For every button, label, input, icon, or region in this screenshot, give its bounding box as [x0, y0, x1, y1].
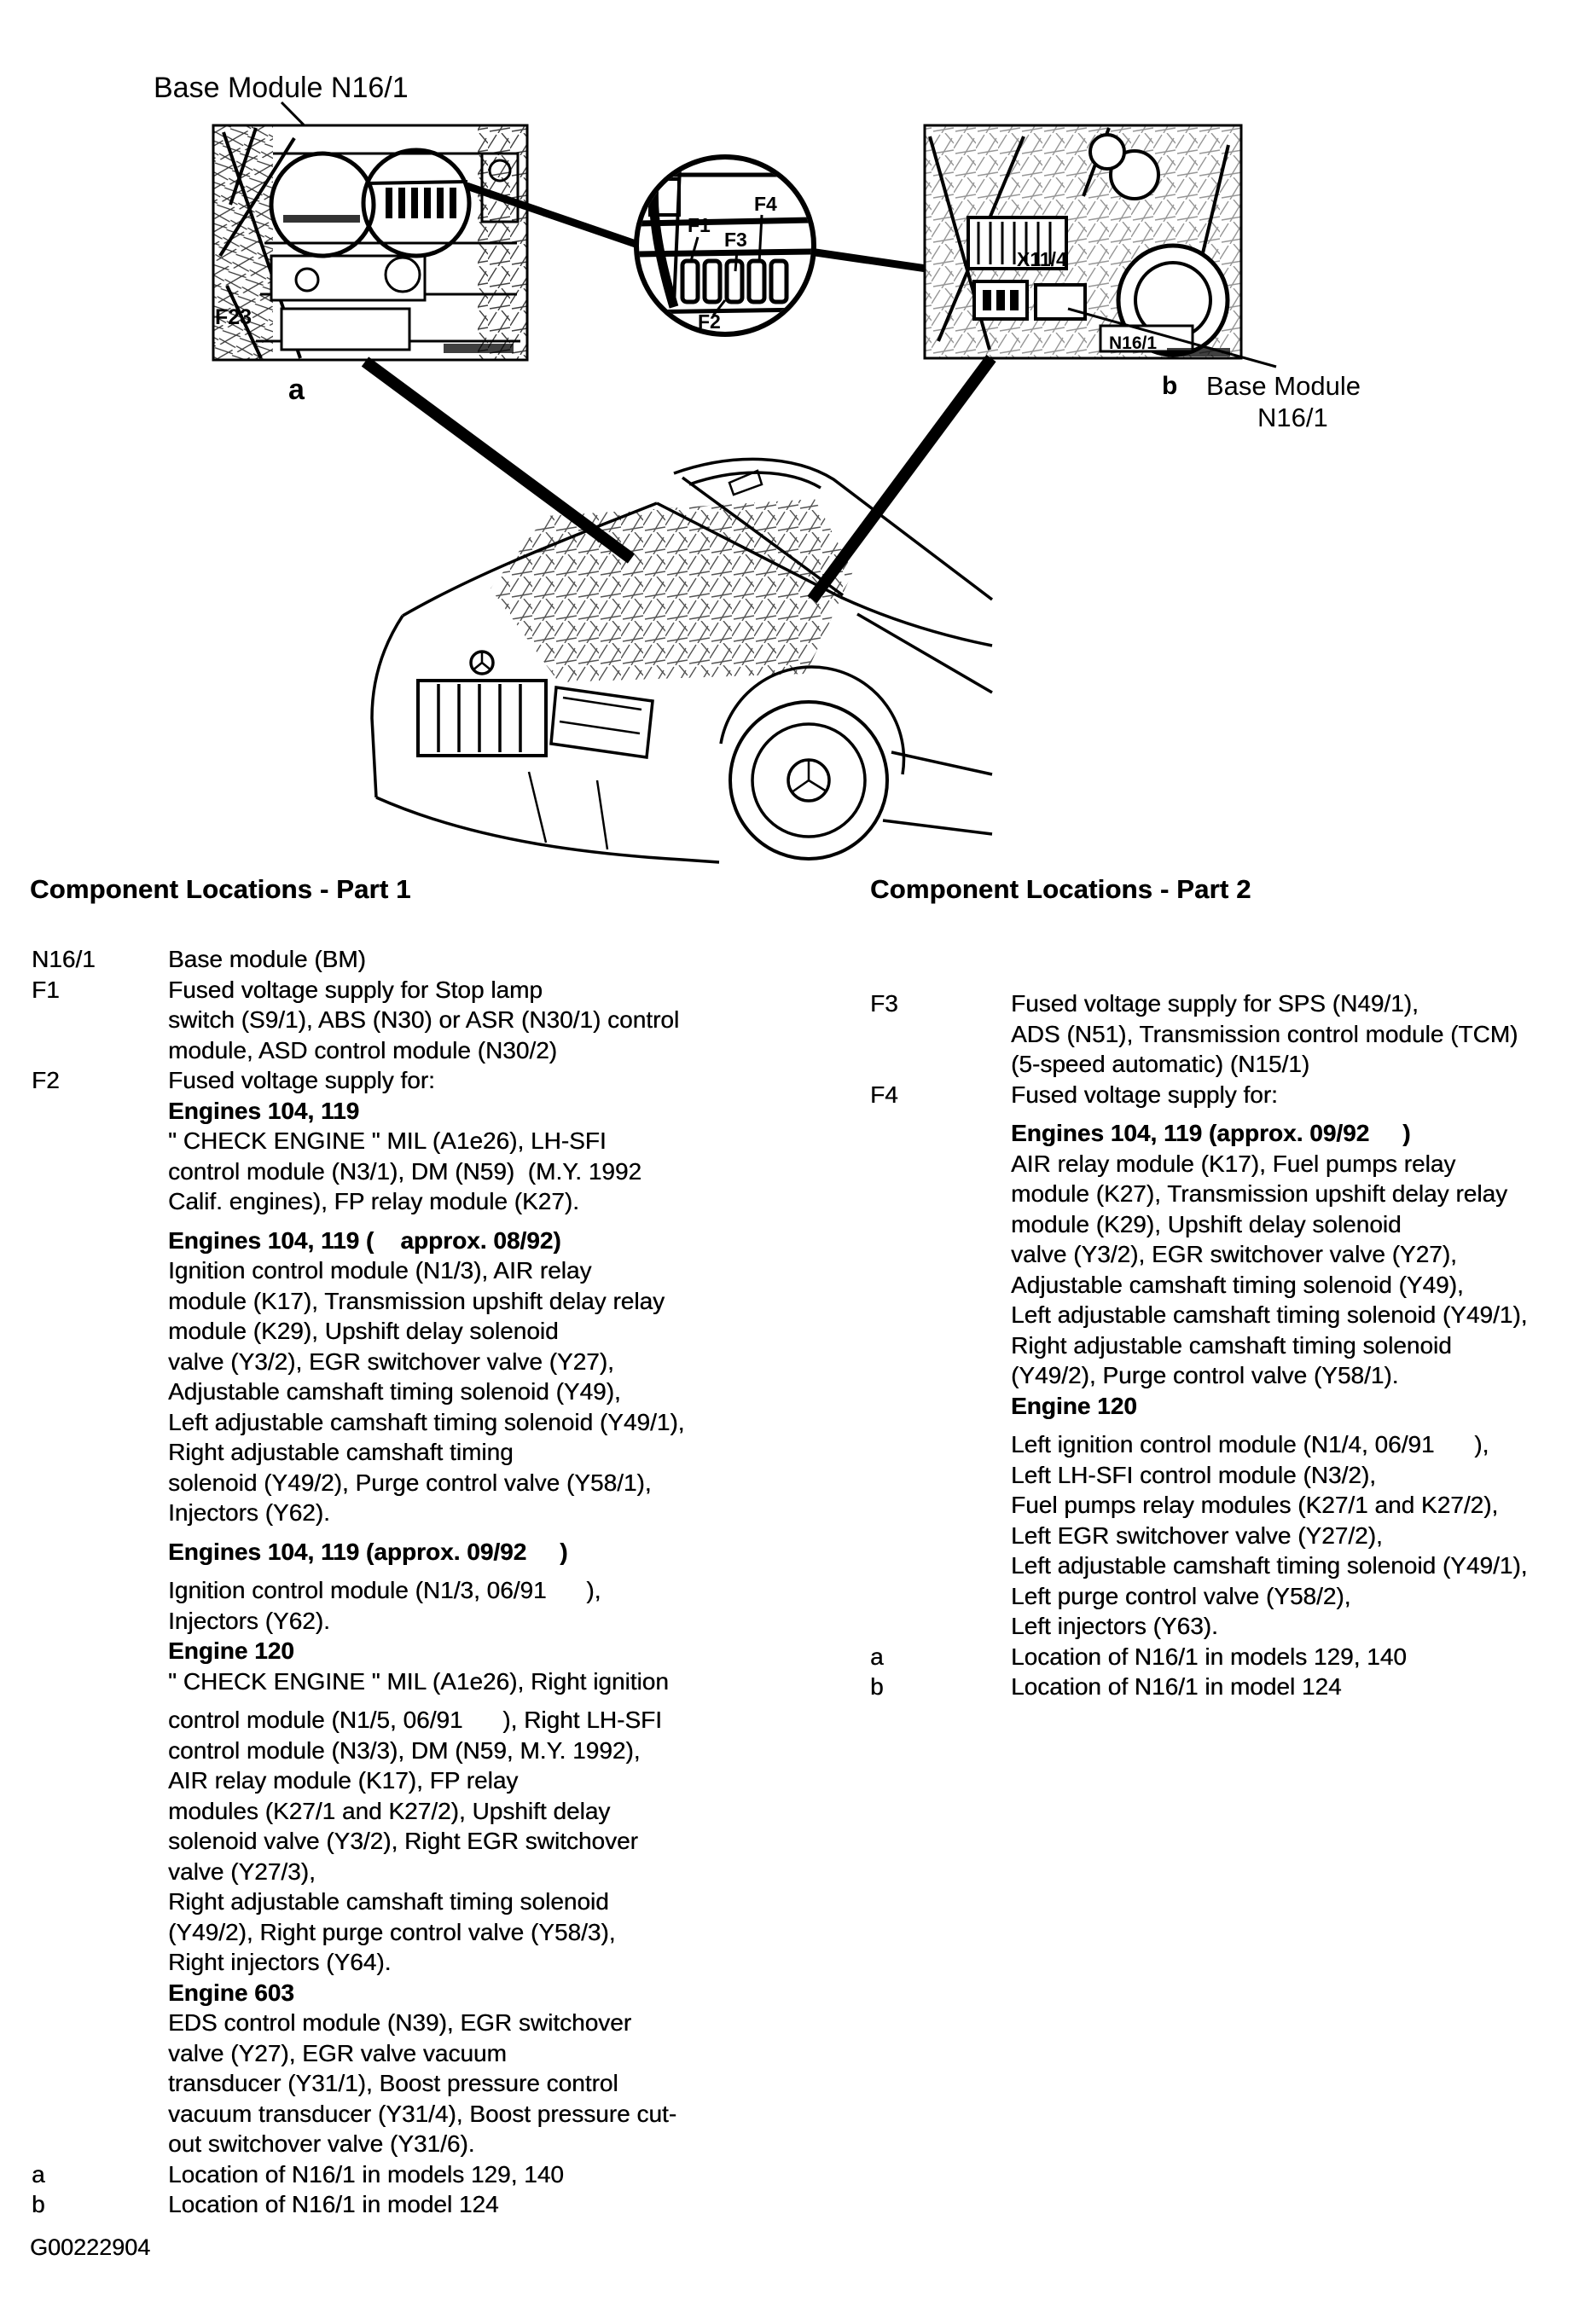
description-line: " CHECK ENGINE " MIL (A1e26), LH-SFI — [168, 1127, 607, 1154]
component-entry — [32, 975, 684, 1066]
description-line: Location of N16/1 in model 124 — [168, 2191, 499, 2217]
description-line: out switchover valve (Y31/6). — [168, 2130, 475, 2157]
component-description — [168, 2159, 564, 2190]
description-line: control module (N3/1), DM (N59) (M.Y. 1992 — [168, 1157, 642, 1185]
description-line: Right injectors (Y64). — [168, 1949, 392, 1975]
component-description — [1011, 1080, 1527, 1642]
description-line: ADS (N51), Transmission control module (TCM) — [1011, 1020, 1518, 1047]
component-entry — [32, 2159, 684, 2190]
description-line: Fused voltage supply for: — [168, 1067, 435, 1093]
engine-group-subheading: Engines 104, 119 — [168, 1097, 360, 1124]
component-entry — [870, 988, 1527, 1080]
description-line: Ignition control module (N1/3, 06/91 ), — [168, 1577, 601, 1603]
engine-group-subheading: Engine 120 — [1011, 1392, 1137, 1419]
description-line: Left adjustable camshaft timing solenoid (Y49/1), — [168, 1408, 685, 1435]
component-entry — [32, 2189, 684, 2220]
description-line: switch (S9/1), ABS (N30) or ASR (N30/1) control — [168, 1006, 680, 1033]
view-b-marker: b — [1162, 372, 1178, 400]
description-line: AIR relay module (K17), Fuel pumps relay — [1011, 1150, 1456, 1177]
fuse-zoom-circle — [467, 157, 979, 334]
part2-component-list — [870, 988, 1527, 1702]
description-line: Left purge control valve (Y58/2), — [1011, 1582, 1351, 1609]
component-id-label: F4 — [870, 1081, 898, 1108]
description-line: Right adjustable camshaft timing — [168, 1439, 514, 1465]
description-line: Ignition control module (N1/3), AIR relay — [168, 1257, 592, 1284]
component-id-label: a — [32, 2160, 45, 2188]
description-line: solenoid (Y49/2), Purge control valve (Y58/1), — [168, 1469, 652, 1496]
description-line: Location of N16/1 in models 129, 140 — [168, 2160, 564, 2188]
component-id-label: b — [32, 2191, 45, 2217]
description-line: Injectors (Y62). — [168, 1499, 330, 1526]
component-entry — [870, 1642, 1527, 1672]
description-line: (Y49/2), Right purge control valve (Y58/3), — [168, 1918, 616, 1945]
description-line: Location of N16/1 in models 129, 140 — [1011, 1643, 1407, 1670]
base-module-callout-label-b-line2: N16/1 — [1257, 403, 1328, 432]
description-line: module, ASD control module (N30/2) — [168, 1036, 557, 1063]
component-entry — [870, 1672, 1527, 1702]
description-line: (5-speed automatic) (N15/1) — [1011, 1051, 1310, 1077]
engine-bay-photo-a — [213, 125, 527, 360]
figure-code: G00222904 — [30, 2234, 151, 2260]
engine-group-subheading: Engines 104, 119 (approx. 09/92 ) — [1011, 1120, 1411, 1146]
description-line: Left adjustable camshaft timing solenoid (Y49/1), — [1011, 1301, 1528, 1328]
fuse-f2-label: F2 — [698, 310, 721, 333]
description-line: Fused voltage supply for SPS (N49/1), — [1011, 990, 1419, 1017]
component-entry — [870, 1080, 1527, 1642]
description-line: valve (Y3/2), EGR switchover valve (Y27), — [168, 1347, 614, 1375]
component-id-label: F2 — [32, 1067, 60, 1093]
engine-group-subheading: Engine 603 — [168, 1979, 294, 2006]
part1-component-list — [32, 944, 684, 2220]
description-line: EDS control module (N39), EGR switchover — [168, 2009, 632, 2036]
component-description — [1011, 1672, 1342, 1702]
fuse-f23-photo-label: F23 — [215, 305, 253, 329]
base-module-callout-label: Base Module N16/1 — [154, 72, 409, 104]
description-line: control module (N3/3), DM (N59, M.Y. 1992), — [168, 1736, 641, 1764]
engine-group-subheading: Engines 104, 119 (approx. 09/92 ) — [168, 1538, 568, 1565]
description-line: module (K17), Transmission upshift delay relay — [168, 1287, 665, 1314]
description-line: AIR relay module (K17), FP relay — [168, 1767, 519, 1794]
description-line: Fuel pumps relay modules (K27/1 and K27/2), — [1011, 1492, 1499, 1518]
description-line: valve (Y27), EGR valve vacuum — [168, 2039, 507, 2066]
description-line: valve (Y27/3), — [168, 1857, 316, 1885]
component-location-figure — [0, 0, 1579, 866]
description-line: Adjustable camshaft timing solenoid (Y49), — [168, 1378, 621, 1405]
description-line: modules (K27/1 and K27/2), Upshift delay — [168, 1797, 611, 1824]
component-entry — [32, 944, 684, 975]
component-description — [1011, 1642, 1407, 1672]
engine-group-subheading: Engine 120 — [168, 1637, 294, 1664]
component-description — [168, 2189, 499, 2220]
component-id-label: b — [870, 1673, 884, 1700]
car-illustration — [372, 459, 992, 862]
description-line: Right adjustable camshaft timing solenoid — [168, 1888, 609, 1915]
component-description — [168, 944, 366, 975]
description-line: Left LH-SFI control module (N3/2), — [1011, 1461, 1376, 1488]
component-id-label: N16/1 — [32, 946, 96, 972]
description-line: Location of N16/1 in model 124 — [1011, 1673, 1342, 1700]
description-line: module (K27), Transmission upshift delay relay — [1011, 1180, 1508, 1207]
component-id-label: a — [870, 1643, 884, 1670]
description-line: transducer (Y31/1), Boost pressure control — [168, 2070, 618, 2096]
description-line: " CHECK ENGINE " MIL (A1e26), Right ignition — [168, 1667, 669, 1695]
description-line: Left adjustable camshaft timing solenoid (Y49/1), — [1011, 1552, 1528, 1579]
description-line: Adjustable camshaft timing solenoid (Y49), — [1011, 1271, 1464, 1298]
description-line: vacuum transducer (Y31/4), Boost pressure cut- — [168, 2100, 677, 2127]
base-module-callout-label-b-line1: Base Module — [1206, 371, 1361, 401]
fuse-f1-label: F1 — [688, 214, 711, 236]
description-line: module (K29), Upshift delay solenoid — [1011, 1210, 1402, 1237]
description-line: Calif. engines), FP relay module (K27). — [168, 1188, 579, 1214]
part2-heading: Component Locations - Part 2 — [870, 874, 1251, 904]
component-id-label: F1 — [32, 976, 60, 1003]
description-line: Fused voltage supply for: — [1011, 1081, 1278, 1108]
engine-bay-photo-b — [925, 125, 1241, 358]
component-entry — [32, 1065, 684, 2159]
description-line: control module (N1/5, 06/91 ), Right LH-SFI — [168, 1707, 662, 1733]
engine-group-subheading: Engines 104, 119 ( approx. 08/92) — [168, 1226, 561, 1254]
description-line: module (K29), Upshift delay solenoid — [168, 1318, 559, 1344]
description-line: Injectors (Y62). — [168, 1607, 330, 1634]
module-n16-1-photo-label: N16/1 — [1109, 333, 1158, 353]
component-description — [168, 1065, 684, 2159]
description-line: Base module (BM) — [168, 946, 366, 972]
fuse-f4-label: F4 — [754, 193, 777, 215]
description-line: valve (Y3/2), EGR switchover valve (Y27), — [1011, 1241, 1457, 1267]
component-description — [168, 975, 679, 1066]
description-line: Right adjustable camshaft timing solenoid — [1011, 1331, 1452, 1359]
component-description — [1011, 988, 1518, 1080]
description-line: (Y49/2), Purge control valve (Y58/1). — [1011, 1362, 1399, 1388]
part1-heading: Component Locations - Part 1 — [30, 874, 411, 904]
description-line: Fused voltage supply for Stop lamp — [168, 976, 543, 1003]
connector-x11-4-photo-label: X11/4 — [1017, 248, 1067, 270]
fuse-f3-label: F3 — [724, 229, 747, 251]
description-line: solenoid valve (Y3/2), Right EGR switchover — [168, 1828, 638, 1854]
description-line: Left EGR switchover valve (Y27/2), — [1011, 1521, 1383, 1549]
view-a-marker: a — [288, 374, 305, 406]
component-id-label: F3 — [870, 990, 898, 1017]
description-line: Left injectors (Y63). — [1011, 1613, 1218, 1639]
description-line: Left ignition control module (N1/4, 06/91 ), — [1011, 1431, 1489, 1458]
